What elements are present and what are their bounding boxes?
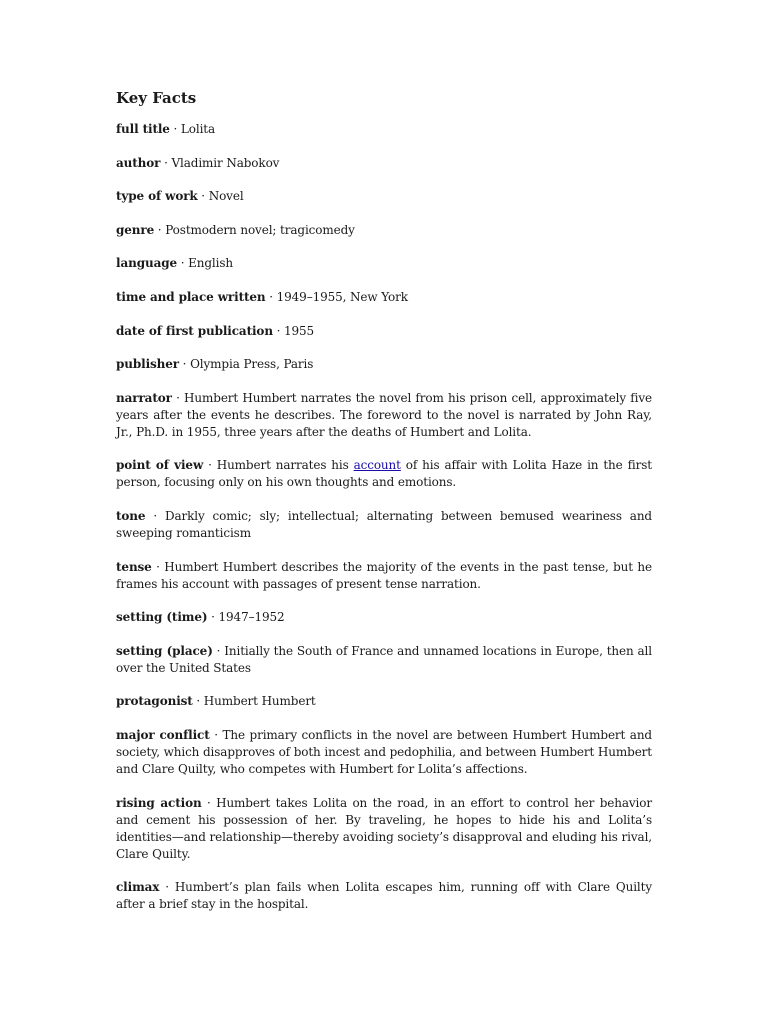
fact-value: Darkly comic; sly; intellectual; alternating between bemused weariness and sweeping romanticism (116, 508, 652, 540)
fact-label: point of view (116, 458, 204, 473)
fact-separator: · (171, 390, 185, 405)
fact-label: major conflict (116, 727, 210, 742)
fact-separator: · (192, 694, 204, 709)
fact-value: 1949–1955, New York (276, 289, 408, 304)
fact-separator: · (207, 610, 219, 625)
fact-separator: · (159, 880, 175, 895)
fact-value: Olympia Press, Paris (190, 357, 314, 372)
fact-value: Humbert Humbert describes the majority of the events in the past tense, but he frames his account with passages of present tense narration. (116, 559, 652, 591)
fact-separator: · (169, 122, 181, 136)
fact-item (116, 121, 652, 138)
fact-label: setting (place) (116, 643, 213, 658)
fact-separator: · (272, 323, 285, 338)
fact-item (116, 457, 652, 491)
fact-value: Humbert’s plan fails when Lolita escapes him, running off with Clare Quilty after a brief stay in the hospital. (116, 880, 652, 912)
fact-separator: · (177, 256, 189, 271)
fact-label: full title (116, 122, 170, 136)
fact-value: Novel (208, 189, 244, 204)
fact-value: Humbert Humbert narrates the novel from his prison cell, approximately five years after the events he describes. The foreword to the novel is narrated by John Ray, Jr., Ph.D. in 1955, three years after the deaths of Humbert and Lolita. (116, 390, 652, 439)
fact-label: genre (116, 222, 155, 237)
fact-item (116, 289, 652, 306)
fact-value: Humbert Humbert (203, 694, 316, 709)
fact-value-text: of his affair with Lolita Haze in the first person, focusing only on his own thoughts and emotions. (116, 458, 652, 490)
fact-label: author (116, 155, 161, 170)
fact-item (116, 255, 652, 272)
fact-label: time and place written (116, 289, 266, 304)
fact-separator: · (203, 458, 217, 473)
fact-item (116, 727, 652, 778)
fact-item (116, 609, 652, 626)
fact-value: Vladimir Nabokov (171, 155, 280, 170)
fact-label: type of work (116, 189, 198, 204)
fact-separator: · (197, 189, 209, 204)
fact-label: tone (116, 508, 146, 523)
fact-label: tense (116, 559, 152, 574)
fact-value: 1955 (284, 323, 315, 338)
fact-item (116, 508, 652, 542)
fact-item (116, 188, 652, 205)
key-facts-list (116, 121, 652, 913)
fact-item (116, 323, 652, 340)
fact-item (116, 155, 652, 172)
fact-value: Humbert takes Lolita on the road, in an effort to control her behavior and cement his possession of her. By traveling, he hopes to hide his and Lolita’s identities—and relationship—thereby avoiding society’s disapproval and eluding his rival, Clare Quilty. (116, 795, 652, 861)
fact-separator: · (201, 795, 217, 810)
fact-item (116, 879, 652, 913)
fact-separator: · (209, 727, 223, 742)
fact-item (116, 643, 652, 677)
fact-value: The primary conflicts in the novel are between Humbert Humbert and society, which disapproves of both incest and pedophilia, and between Humbert Humbert and Clare Quilty, who competes with Humbert for Lolita’s affections. (116, 727, 652, 776)
fact-label: protagonist (116, 694, 193, 709)
fact-item (116, 693, 652, 710)
fact-item (116, 390, 652, 441)
fact-item (116, 559, 652, 593)
fact-item (116, 356, 652, 373)
fact-label: language (116, 256, 178, 271)
fact-item (116, 222, 652, 239)
fact-value: Lolita (180, 122, 216, 136)
fact-separator: · (154, 222, 166, 237)
fact-label: date of first publication (116, 323, 273, 338)
fact-label: narrator (116, 390, 172, 405)
fact-label: setting (time) (116, 610, 208, 625)
fact-separator: · (151, 559, 165, 574)
fact-value-text: Humbert narrates his (216, 458, 354, 473)
document-page (116, 88, 652, 930)
fact-separator: · (160, 155, 172, 170)
page-title: Key Facts (116, 89, 197, 107)
account-link[interactable]: account (353, 458, 401, 473)
fact-value: Initially the South of France and unnamed locations in Europe, then all over the United States (116, 643, 652, 675)
fact-separator: · (265, 289, 277, 304)
fact-separator: · (212, 643, 225, 658)
fact-label: publisher (116, 357, 179, 372)
fact-separator: · (145, 508, 165, 523)
fact-item (116, 795, 652, 863)
fact-separator: · (178, 357, 191, 372)
fact-value: English (188, 256, 234, 271)
fact-value: 1947–1952 (218, 610, 285, 625)
fact-label: climax (116, 880, 160, 895)
fact-value: Postmodern novel; tragicomedy (165, 222, 355, 237)
fact-label: rising action (116, 795, 202, 810)
